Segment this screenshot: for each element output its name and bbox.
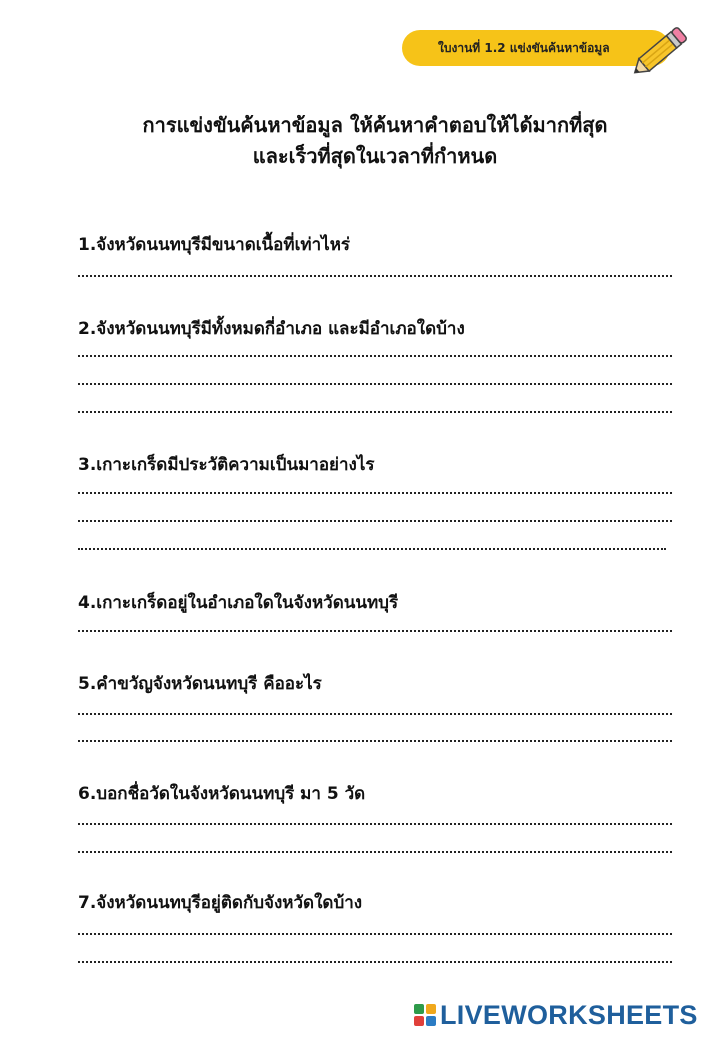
answer-line-6-1[interactable] bbox=[78, 823, 672, 825]
question-4: 4.เกาะเกร็ดอยู่ในอำเภอใดในจังหวัดนนทบุรี bbox=[78, 593, 399, 613]
logo-square-4 bbox=[426, 1016, 436, 1026]
answer-line-2-2[interactable] bbox=[78, 383, 672, 385]
answer-line-7-2[interactable] bbox=[78, 961, 672, 963]
answer-line-6-2[interactable] bbox=[78, 851, 672, 853]
question-3: 3.เกาะเกร็ดมีประวัติความเป็นมาอย่างไร bbox=[78, 455, 375, 475]
answer-line-4-1[interactable] bbox=[78, 630, 672, 632]
badge-label: ใบงานที่ 1.2 แข่งขันค้นหาข้อมูล bbox=[438, 41, 610, 55]
title-line-1: การแข่งขันค้นหาข้อมูล ให้ค้นหาคำตอบให้ได้มากที่สุด bbox=[142, 113, 608, 137]
question-6: 6.บอกชื่อวัดในจังหวัดนนทบุรี มา 5 วัด bbox=[78, 784, 366, 804]
answer-line-5-1[interactable] bbox=[78, 713, 672, 715]
logo-square-2 bbox=[426, 1004, 436, 1014]
pencil-icon bbox=[622, 24, 692, 84]
logo-square-1 bbox=[414, 1004, 424, 1014]
answer-line-3-3[interactable] bbox=[78, 548, 666, 550]
answer-line-1-1[interactable] bbox=[78, 275, 672, 277]
question-5: 5.คำขวัญจังหวัดนนทบุรี คืออะไร bbox=[78, 674, 322, 694]
answer-line-7-1[interactable] bbox=[78, 933, 672, 935]
answer-line-3-1[interactable] bbox=[78, 492, 672, 494]
answer-line-3-2[interactable] bbox=[78, 520, 672, 522]
logo-square-3 bbox=[414, 1016, 424, 1026]
question-2: 2.จังหวัดนนทบุรีมีทั้งหมดกี่อำเภอ และมีอำเภอใดบ้าง bbox=[78, 319, 465, 339]
question-1: 1.จังหวัดนนทบุรีมีขนาดเนื้อที่เท่าไหร่ bbox=[78, 235, 351, 255]
answer-line-2-3[interactable] bbox=[78, 411, 672, 413]
logo-mark-icon bbox=[414, 1004, 436, 1026]
logo-text: LIVEWORKSHEETS bbox=[440, 999, 698, 1030]
worksheet-title bbox=[0, 110, 720, 172]
answer-line-5-2[interactable] bbox=[78, 740, 672, 742]
title-line-2: และเร็วที่สุดในเวลาที่กำหนด bbox=[252, 144, 498, 168]
question-7: 7.จังหวัดนนทบุรีอยู่ติดกับจังหวัดใดบ้าง bbox=[78, 893, 363, 913]
liveworksheets-logo bbox=[414, 1000, 698, 1030]
answer-line-2-1[interactable] bbox=[78, 355, 672, 357]
